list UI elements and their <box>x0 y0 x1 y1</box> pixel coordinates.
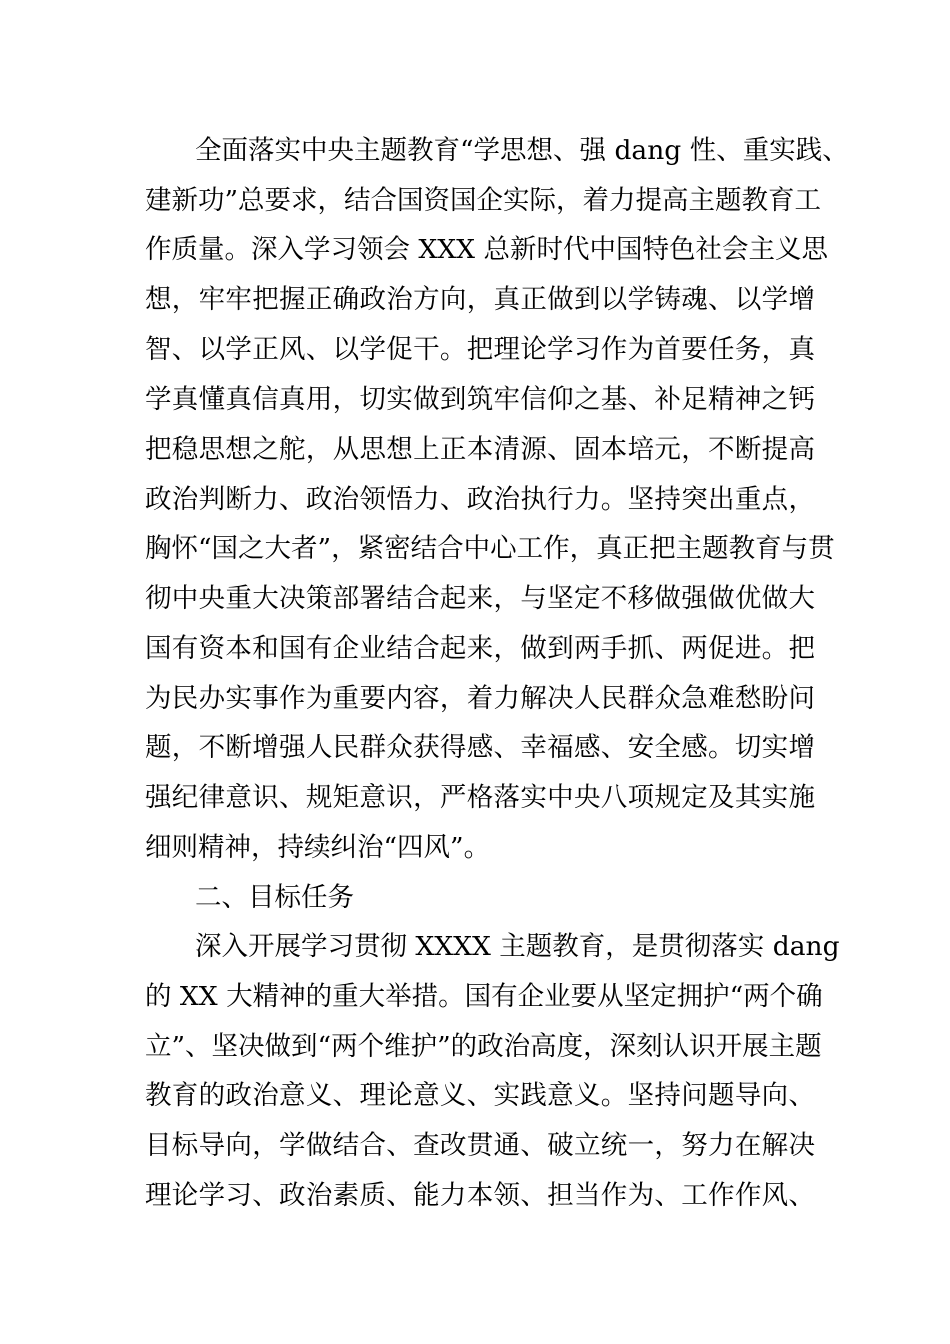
paragraph-line: 理论学习、政治素质、能力本领、担当作为、工作作风、 <box>145 1180 815 1211</box>
paragraph-line: 作质量。深入学习领会 XXX 总新时代中国特色社会主义思 <box>145 234 828 265</box>
paragraph-line-last: 细则精神，持续纠治“四风”。 <box>145 832 491 863</box>
paragraph-line: 强纪律意识、规矩意识，严格落实中央八项规定及其实施 <box>145 782 815 813</box>
paragraph-line: 目标导向，学做结合、查改贯通、破立统一，努力在解决 <box>145 1130 815 1161</box>
paragraph-line: 全面落实中央主题教育“学思想、强 dang 性、重实践、 <box>195 135 849 166</box>
paragraph-line: 立”、坚决做到“两个维护”的政治高度，深刻认识开展主题 <box>145 1031 822 1062</box>
paragraph-line: 学真懂真信真用，切实做到筑牢信仰之基、补足精神之钙 <box>145 384 815 415</box>
paragraph-line: 为民办实事作为重要内容，着力解决人民群众急难愁盼问 <box>145 683 815 714</box>
section-heading: 二、目标任务 <box>195 882 354 913</box>
paragraph-line: 政治判断力、政治领悟力、政治执行力。坚持突出重点， <box>145 484 815 515</box>
paragraph-line: 国有资本和国有企业结合起来，做到两手抓、两促进。把 <box>145 633 815 664</box>
paragraph-line: 深入开展学习贯彻 XXXX 主题教育，是贯彻落实 dang <box>195 931 840 962</box>
paragraph-line: 彻中央重大决策部署结合起来，与坚定不移做强做优做大 <box>145 583 815 614</box>
paragraph-line: 把稳思想之舵，从思想上正本清源、固本培元，不断提高 <box>145 434 815 465</box>
paragraph-line: 想，牢牢把握正确政治方向，真正做到以学铸魂、以学增 <box>145 284 815 315</box>
paragraph-line: 建新功”总要求，结合国资国企实际，着力提高主题教育工 <box>145 185 822 216</box>
paragraph-line: 智、以学正风、以学促干。把理论学习作为首要任务，真 <box>145 334 815 365</box>
paragraph-line: 胸怀“国之大者”，紧密结合中心工作，真正把主题教育与贯 <box>145 533 835 564</box>
paragraph-line: 题，不断增强人民群众获得感、幸福感、安全感。切实增 <box>145 732 815 763</box>
paragraph-line: 教育的政治意义、理论意义、实践意义。坚持问题导向、 <box>145 1080 815 1111</box>
paragraph-line: 的 XX 大精神的重大举措。国有企业要从坚定拥护“两个确 <box>145 981 823 1012</box>
